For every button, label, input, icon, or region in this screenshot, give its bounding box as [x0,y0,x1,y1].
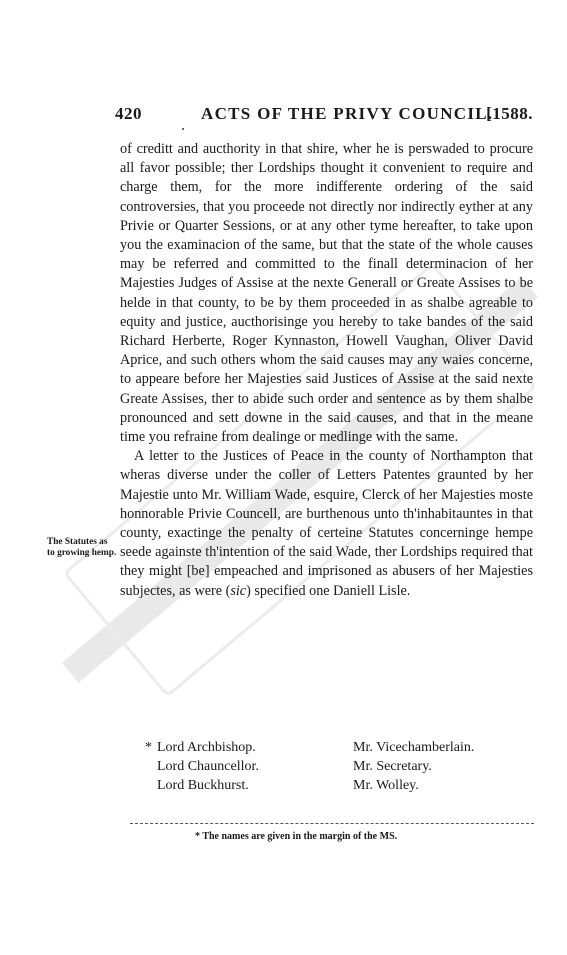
signatory-6: Mr. Wolley. [353,778,419,793]
signatory-name: Lord Buckhurst. [157,778,249,793]
paragraph-1: of creditt and aucthority in that shire, wher he is perswaded to procure all favor possible; ther Lordships thought it convenient to require and charge them, for the more indifferente ordering of the said controversies, that you proceede not directly nor indirectly eyther at any Privie or Quarter Sessions, or at any other tyme hereafter, to take upon you the examinacion of the same, but that the state of the whole causes may be referred and committed to the finall determinacion of her Majesties Judges of Assise at the nexte Generall or Greate Assises to be helde in that county, to be by them proceeded in as shalbe agreable to equity and justice, aucthorisinge you hereby to take bandes of the said Richard Herberte, Roger Kynnaston, Howell Vaughan, Oliver David Aprice, and such others whom the said causes may any waies concerne, to appeare before her Majesties said Justices of Assise at the said nexte Greate Assises, ther to abide such order and sentence as by them shalbe pronounced and sett downe in the said causes, and that in the meane time you refraine from dealinge or medlinge with the same. [120,141,533,446]
signatory-1 [145,738,259,757]
margin-note: The Statutes as to growing hemp. [47,537,117,558]
ink-dot [182,128,184,130]
signatory-2 [145,757,259,776]
signatory-4: Mr. Vicechamberlain. [353,740,475,755]
page-number: 420 [115,104,142,123]
year-marker: [1588. [486,104,533,123]
paragraph-2-text-a: A letter to the Justices of Peace in the county of Northampton that wheras diverse under the coller of Letters Patentes graunted by her Majestie unto Mr. William Wade, esquire, Clerck of her Majesties moste honnorable Privie Councell, are burthenous unto th'inhabitauntes in that county, exactinge the penalty of certeine Statutes concerninge hempe seede againste th'intention of the said Wade, ther Lordships required that they might [be] empeached and imprisoned as abusers of her Majesties subjectes, as were ( [120,448,533,599]
signatories-right-column [353,738,474,795]
footnote-rule [130,823,534,824]
paragraph-2-text-b: ) specified one Daniell Lisle. [246,582,411,599]
sic-annotation: sic [230,582,247,599]
signatories-left-column [145,738,259,795]
signatory-name: Lord Archbishop. [157,740,256,755]
signatory-name: Lord Chauncellor. [157,759,259,774]
footnote-asterisk: * [145,740,152,755]
signatory-5: Mr. Secretary. [353,759,432,774]
running-title: ACTS OF THE PRIVY COUNCIL. [201,104,494,123]
paragraph-2 [120,447,533,601]
body-text [120,140,533,601]
running-header [115,104,533,130]
signatory-3 [145,776,259,795]
footnote: * The names are given in the margin of the MS. [195,831,398,842]
